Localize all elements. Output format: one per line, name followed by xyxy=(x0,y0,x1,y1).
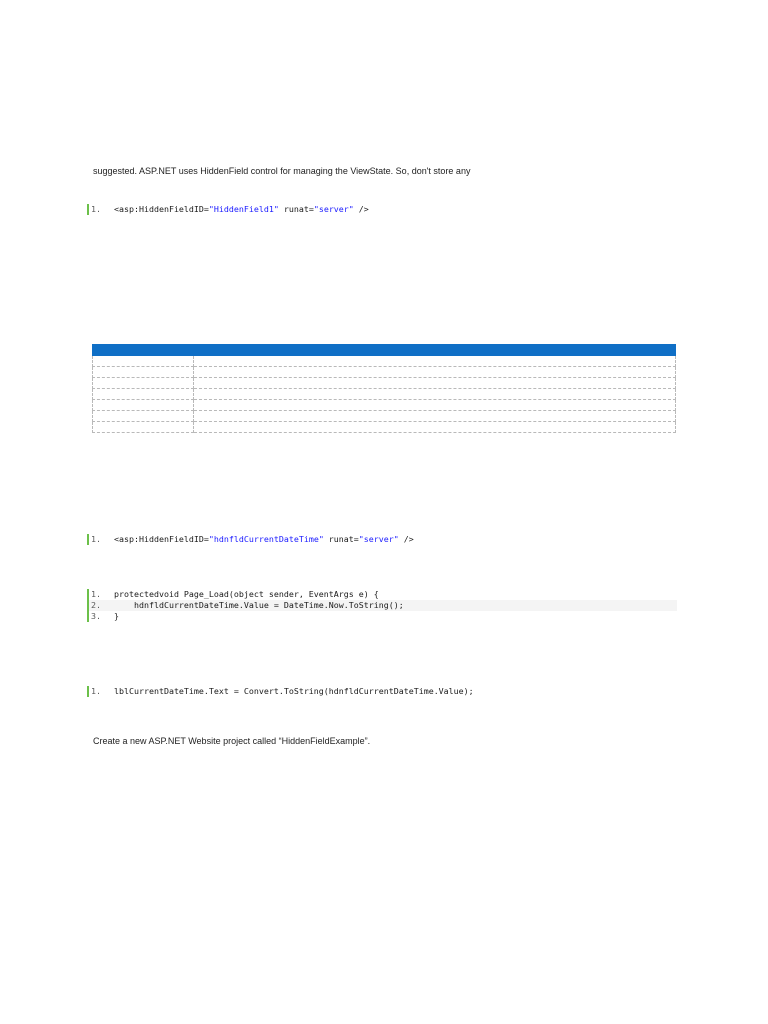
code-text: hdnfldCurrentDateTime.Value = DateTime.Now.ToString(); xyxy=(114,600,404,610)
code-token: /> xyxy=(353,204,369,214)
code-text: protectedvoid Page_Load(object sender, EventArgs e) { xyxy=(114,589,379,599)
code-line xyxy=(87,600,677,611)
line-number: 2. xyxy=(91,600,101,610)
code-string-token: "HiddenField1" xyxy=(208,204,279,214)
code-text: lblCurrentDateTime.Text = Convert.ToString(hdnfldCurrentDateTime.Value); xyxy=(114,686,474,696)
code-gutter-marker xyxy=(87,686,89,697)
table-header-cell xyxy=(194,345,676,356)
properties-table xyxy=(92,344,676,433)
table-cell xyxy=(194,389,676,400)
table-cell xyxy=(194,356,676,367)
code-string-token: "hdnfldCurrentDateTime" xyxy=(208,534,324,544)
code-block-label-assign xyxy=(87,686,677,697)
table-header-cell xyxy=(93,345,194,356)
paragraph-create-project: Create a new ASP.NET Website project called “HiddenFieldExample”. xyxy=(93,736,371,746)
table-row xyxy=(93,389,676,400)
line-number: 1. xyxy=(91,589,101,599)
code-token: /> xyxy=(398,534,414,544)
line-number: 1. xyxy=(91,534,101,544)
code-token: <asp:HiddenFieldID= xyxy=(114,534,209,544)
table-cell xyxy=(194,422,676,433)
code-token: <asp:HiddenFieldID= xyxy=(114,204,209,214)
code-block-page-load xyxy=(87,589,677,622)
table-row xyxy=(93,367,676,378)
table-row xyxy=(93,422,676,433)
table-cell xyxy=(93,356,194,367)
code-gutter-marker xyxy=(87,534,89,545)
code-text: } xyxy=(114,611,119,621)
code-line xyxy=(87,534,677,545)
code-line xyxy=(87,204,677,215)
code-line xyxy=(87,611,677,622)
table-cell xyxy=(194,400,676,411)
code-gutter-marker xyxy=(87,589,89,600)
table-cell xyxy=(93,367,194,378)
table-cell xyxy=(93,422,194,433)
table-row xyxy=(93,356,676,367)
table-cell xyxy=(194,367,676,378)
table-cell xyxy=(93,400,194,411)
line-number: 1. xyxy=(91,686,101,696)
code-token: runat= xyxy=(323,534,359,544)
code-string-token: "server" xyxy=(313,204,354,214)
code-string-token: "server" xyxy=(358,534,399,544)
table-row xyxy=(93,411,676,422)
line-number: 1. xyxy=(91,204,101,214)
code-gutter-marker xyxy=(87,600,89,611)
table-cell xyxy=(93,411,194,422)
table-cell xyxy=(194,411,676,422)
table-cell xyxy=(93,389,194,400)
code-gutter-marker xyxy=(87,611,89,622)
code-line xyxy=(87,686,677,697)
table-row xyxy=(93,400,676,411)
paragraph-viewstate-note: suggested. ASP.NET uses HiddenField control for managing the ViewState. So, don't store any xyxy=(93,166,471,176)
line-number: 3. xyxy=(91,611,101,621)
code-text xyxy=(114,204,369,215)
code-block-hdnfld-control xyxy=(87,534,677,545)
table-cell xyxy=(194,378,676,389)
code-block-hiddenfield1 xyxy=(87,204,677,215)
table-cell xyxy=(93,378,194,389)
table-header-row xyxy=(93,345,676,356)
code-gutter-marker xyxy=(87,204,89,215)
table-row xyxy=(93,378,676,389)
code-text xyxy=(114,534,414,545)
code-token: runat= xyxy=(278,204,314,214)
code-line xyxy=(87,589,677,600)
